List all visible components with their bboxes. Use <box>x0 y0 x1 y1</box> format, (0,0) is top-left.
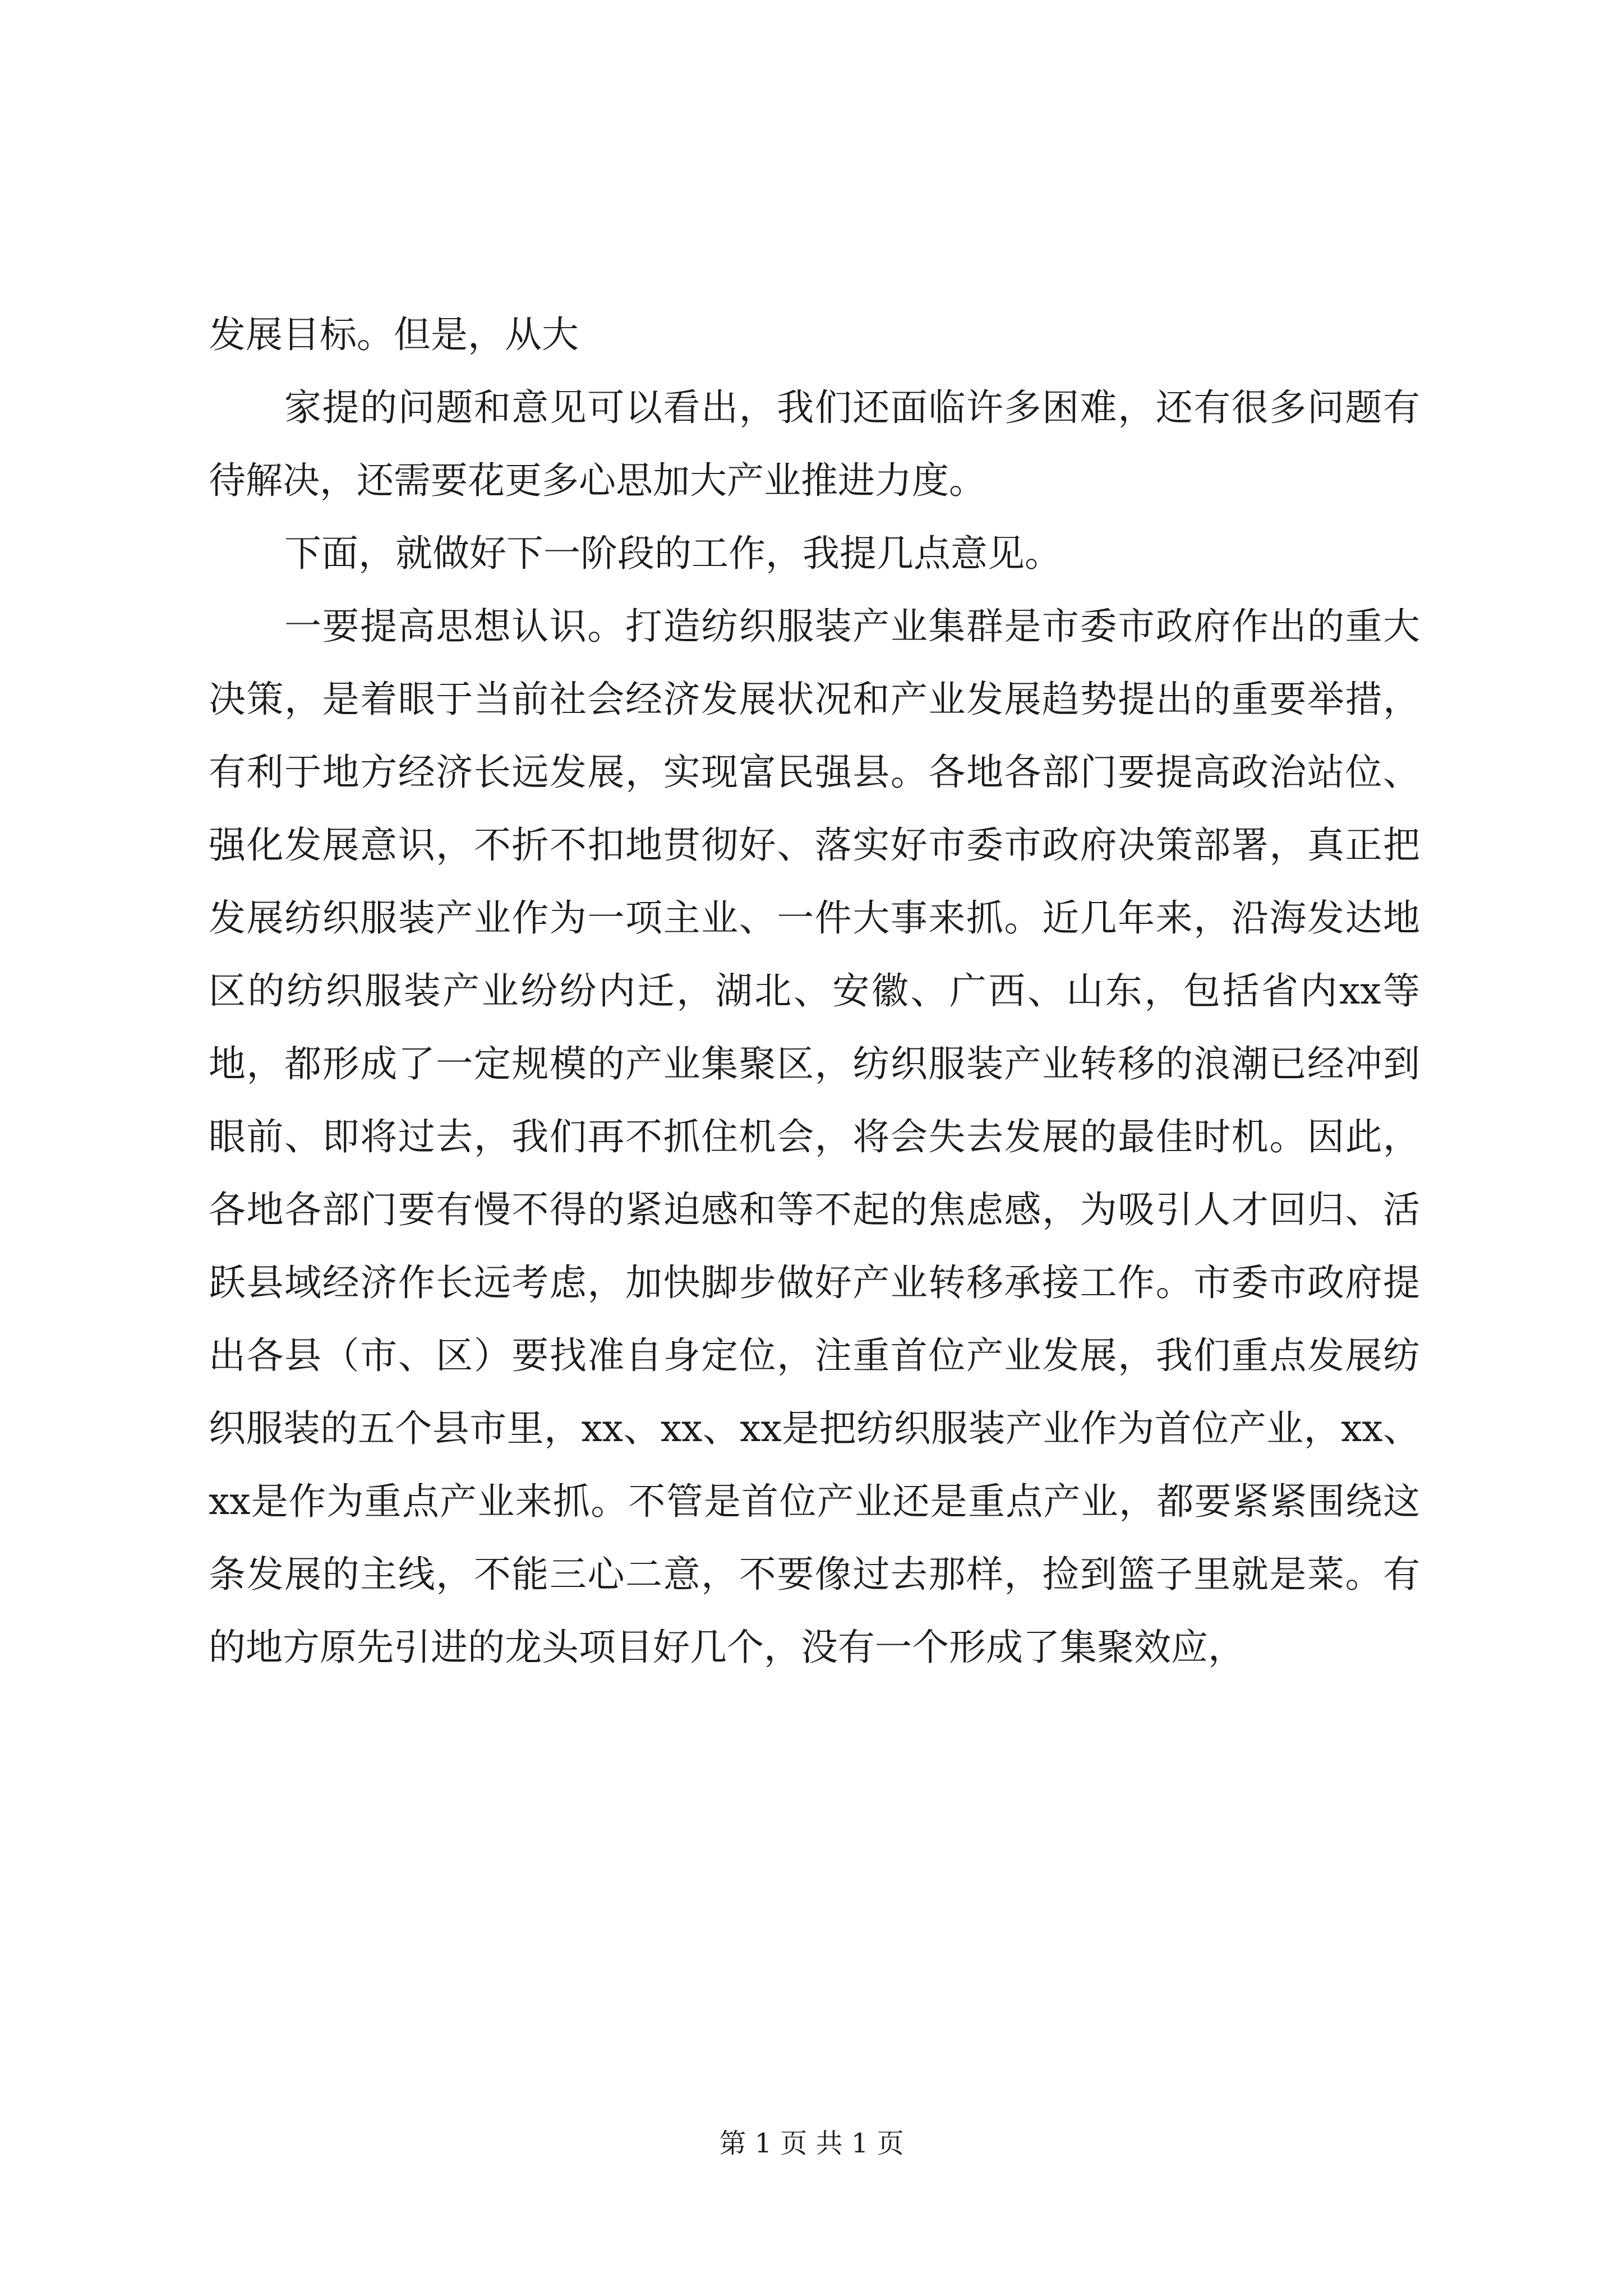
document-body <box>209 298 1420 1684</box>
paragraph-2: 家提的问题和意见可以看出，我们还面临许多困难，还有很多问题有待解决，还需要花更多心思加大产业推进力度。 <box>209 386 1420 502</box>
paragraph-3: 下面，就做好下一阶段的工作，我提几点意见。 <box>284 532 1062 575</box>
page-footer: 第 1 页 共 1 页 <box>719 2128 904 2159</box>
paragraph-1: 发展目标。但是，从大 <box>209 313 579 356</box>
paragraph-4: 一要提高思想认识。打造纺织服装产业集群是市委市政府作出的重大决策，是着眼于当前社会经济发展状况和产业发展趋势提出的重要举措，有利于地方经济长远发展，实现富民强县。各地各部门要提高政治站位、强化发展意识，不折不扣地贯彻好、落实好市委市政府决策部署，真正把发展纺织服装产业作为一项主业、一件大事来抓。近几年来，沿海发达地区的纺织服装产业纷纷内迁，湖北、安徽、广西、山东，包括省内xx等地，都形成了一定规模的产业集聚区，纺织服装产业转移的浪潮已经冲到眼前、即将过去，我们再不抓住机会，将会失去发展的最佳时机。因此，各地各部门要有慢不得的紧迫感和等不起的焦虑感，为吸引人才回归、活跃县域经济作长远考虑，加快脚步做好产业转移承接工作。市委市政府提出各县（市、区）要找准自身定位，注重首位产业发展，我们重点发展纺织服装的五个县市里，xx、xx、xx是把纺织服装产业作为首位产业，xx、xx是作为重点产业来抓。不管是首位产业还是重点产业，都要紧紧围绕这条发展的主线，不能三心二意，不要像过去那样，捡到篮子里就是菜。有的地方原先引进的龙头项目好几个，没有一个形成了集聚效应， <box>209 605 1420 1669</box>
